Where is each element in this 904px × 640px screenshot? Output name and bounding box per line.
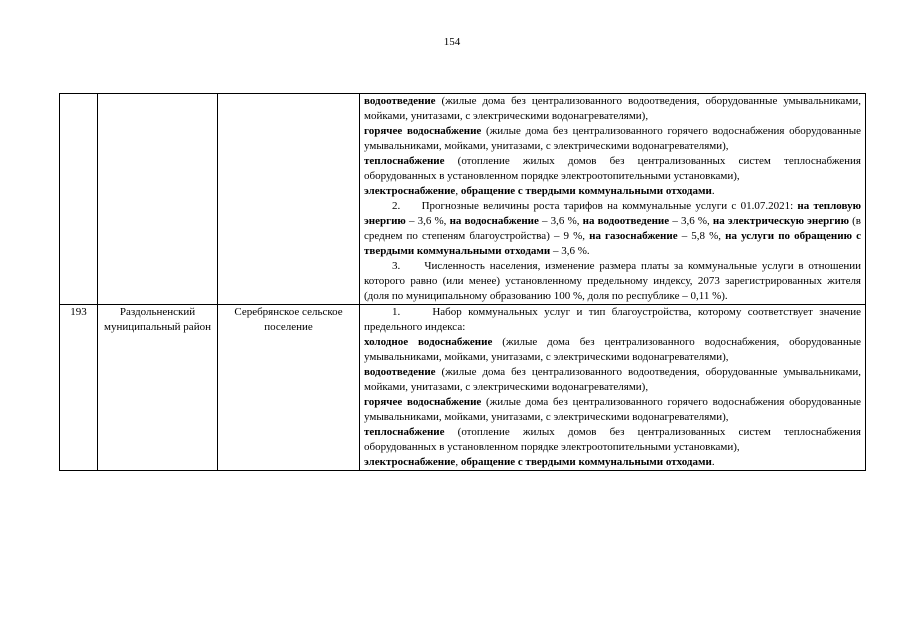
index-description xyxy=(360,305,866,471)
service-name: теплоснабжение xyxy=(364,155,445,167)
description-paragraph xyxy=(364,199,861,259)
tariff-service: на электрическую энергию xyxy=(712,215,849,227)
service-name: обращение с твердыми коммунальными отходами xyxy=(460,185,712,197)
description-paragraph xyxy=(364,259,861,304)
page-number: 154 xyxy=(443,36,461,48)
service-conditions: (жилые дома без централизованного водоотведения, оборудованные умывальниками, мойками, унитазами, с электрическими водонагревателями), xyxy=(364,95,861,122)
service-name: холодное водоснабжение xyxy=(364,336,493,348)
tariff-value: (в среднем по степеням благоустройства) – 9 %, xyxy=(364,215,861,242)
description-paragraph xyxy=(364,154,861,184)
tariff-service: на газоснабжение xyxy=(589,230,678,242)
description-paragraph xyxy=(364,94,861,124)
tariff-intro: 2. Прогнозные величины роста тарифов на коммунальные услуги с 01.07.2021: xyxy=(392,200,798,212)
description-paragraph xyxy=(364,305,861,335)
description-paragraph xyxy=(364,425,861,455)
service-conditions: (отопление жилых домов без централизованных систем теплоснабжения оборудованных в установленном порядке электроотопительными установками), xyxy=(364,426,861,453)
tariff-service: на водоотведение xyxy=(582,215,670,227)
service-conditions: (жилые дома без централизованного водоснабжения, оборудованные умывальниками, мойками, унитазами, с электрическими водонагревателями), xyxy=(364,336,861,363)
tariff-service: на водоснабжение xyxy=(449,215,539,227)
description-paragraph xyxy=(364,124,861,154)
tariff-value: – 3,6 %, xyxy=(538,215,583,227)
service-name: горячее водоснабжение xyxy=(364,396,482,408)
service-name: электроснабжение xyxy=(364,185,456,197)
tariff-value: – 3,6 %, xyxy=(669,215,713,227)
separator: , xyxy=(455,456,461,468)
tariff-value: – 3,6 %. xyxy=(550,245,590,257)
index-table xyxy=(59,93,866,471)
service-conditions: (жилые дома без централизованного горячего водоснабжения оборудованные умывальниками, мойками, унитазами, с электрическими водонагревателями), xyxy=(364,396,861,423)
index-description xyxy=(360,94,866,305)
paragraph-text: 3. Численность населения, изменение размера платы за коммунальные услуги в отношении которого равно (или менее) установленному предельному индексу, 2073 зарегистрированных жителя (доля по муниципальному образованию 100 %, доля по республике – 0,11 %). xyxy=(364,260,861,302)
service-name: водоотведение xyxy=(364,95,436,107)
service-conditions: (жилые дома без централизованного горячего водоснабжения оборудованные умывальниками, мойками, унитазами, с электрическими водонагревателями), xyxy=(364,125,861,152)
paragraph-text: 1. Набор коммунальных услуг и тип благоустройства, которому соответствует значение предельного индекса: xyxy=(364,306,861,333)
tariff-service: на тепловую энергию xyxy=(364,200,861,227)
row-number xyxy=(60,94,98,305)
service-name: электроснабжение xyxy=(364,456,456,468)
punctuation: . xyxy=(711,456,715,468)
settlement-name: Серебрянское сельское поселение xyxy=(218,305,360,471)
description-paragraph xyxy=(364,455,861,470)
district-name: Раздольненский муниципальный район xyxy=(98,305,218,471)
service-name: обращение с твердыми коммунальными отходами xyxy=(460,456,712,468)
service-conditions: (жилые дома без централизованного водоотведения, оборудованные умывальниками, мойками, унитазами, с электрическими водонагревателями), xyxy=(364,366,861,393)
table-row xyxy=(60,94,866,305)
tariff-value: – 3,6 %, xyxy=(405,215,450,227)
district-name xyxy=(98,94,218,305)
settlement-name xyxy=(218,94,360,305)
table-body xyxy=(60,94,866,471)
row-number: 193 xyxy=(60,305,98,471)
tariff-value: – 5,8 %, xyxy=(677,230,726,242)
description-paragraph xyxy=(364,184,861,199)
service-name: водоотведение xyxy=(364,366,436,378)
tariff-service: на услуги по обращению с твердыми коммунальными отходами xyxy=(364,230,861,257)
table-row xyxy=(60,305,866,471)
punctuation: . xyxy=(711,185,715,197)
description-paragraph xyxy=(364,395,861,425)
description-paragraph xyxy=(364,365,861,395)
service-name: горячее водоснабжение xyxy=(364,125,482,137)
service-conditions: (отопление жилых домов без централизованных систем теплоснабжения оборудованных в установленном порядке электроотопительными установками), xyxy=(364,155,861,182)
description-paragraph xyxy=(364,335,861,365)
separator: , xyxy=(455,185,461,197)
service-name: теплоснабжение xyxy=(364,426,445,438)
